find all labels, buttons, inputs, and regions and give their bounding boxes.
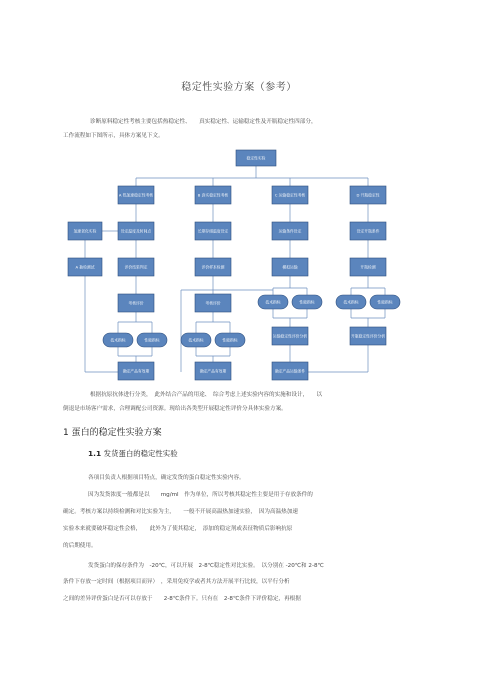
flow-final-b-label: 确定产品有效期 <box>199 368 227 374</box>
flow-branch-a-label: A 热加速稳定性考核 <box>118 192 154 198</box>
section-1-1-heading <box>88 448 178 459</box>
body-line-2: 因为发货浓度一般都是以 mg/ml 作为单位，所以考核其稳定性主要是用于存放条件的 <box>88 492 313 498</box>
flow-d-method-label: 开瓶检测 <box>360 264 376 270</box>
flow-oval-1-label: 技术指标 <box>110 337 126 343</box>
body-line-7: 条件下存放一定时间（根据项目而异） ，采用免疫学或者其方法开展平行比较，以平行分析 <box>63 579 290 585</box>
flow-c-method-label: 模拟运输 <box>282 264 298 270</box>
page-title: 稳定性实验方案（参考） <box>181 82 297 93</box>
section-1-1-number: 1.1 <box>88 449 102 458</box>
after-flow-line-1: 根据抗原抗体进行分类， 此外结合产品的用途、 综合考虑上述实验内容的实施和设计， 以 <box>90 392 323 398</box>
section-1-title: 蛋白的稳定性实验方案 <box>71 428 162 438</box>
flow-d-main-label: 设定开瓶条件 <box>356 228 380 234</box>
intro-line-1: 诊断原料稳定性考核主要包括热稳定性、 真实稳定性、运输稳定性及开瓶稳定性四部分， <box>90 119 317 125</box>
flow-a-sample-label: A 抽检测试 <box>75 264 95 270</box>
flow-branch-d-label: D 开瓶稳定性 <box>356 192 380 198</box>
flow-b-main-label: 长期存储温度设定 <box>197 228 229 234</box>
flow-branch-b-label: B 真实稳定性考核 <box>197 192 229 198</box>
body-line-6: 发货蛋白的保存条件为 -20℃，可以开展 2-8℃稳定性对比实验。 以分别在 -20℃和 2-8℃ <box>88 563 324 569</box>
flow-final-a-label: 确定产品有效期 <box>122 368 150 374</box>
flow-final-c-label: 确定产品运输条件 <box>274 368 306 374</box>
flow-oval-2-label: 性能指标 <box>144 337 160 343</box>
section-1-1-title: 发货蛋白的稳定性实验 <box>103 449 178 458</box>
flow-oval-7-label: 技术指标 <box>343 299 359 305</box>
body-line-3: 确定。考核方案以持续检测和对比实验为主， 一般不开展高温热加速实验， 因为高温热加速 <box>63 509 298 515</box>
body-line-1: 各项目负责人根据项目特点，确定发货的蛋白稳定性实验内容。 <box>88 475 245 481</box>
flow-b-judge-label: 评价样本检测 <box>201 264 225 270</box>
section-1-heading <box>63 425 162 438</box>
flow-oval-8-label: 性能指标 <box>377 299 393 305</box>
flow-c-eval-label: 运输稳定性评价分析 <box>272 333 308 339</box>
flow-a-judge-label: 评价结果判定 <box>124 264 148 270</box>
flow-c-main-label: 运输条件设定 <box>278 228 302 234</box>
body-line-5: 的后期使用。 <box>63 543 97 549</box>
flow-oval-4-label: 性能指标 <box>222 337 238 343</box>
flow-branch-c-label: C 运输稳定性考核 <box>274 192 306 198</box>
after-flow-line-2: 倒退是市场客户需求，合理调配公司资源。现给出各类型开展稳定性评价分具体实验方案。 <box>63 406 287 412</box>
flow-root-label: 稳定性实验 <box>246 155 266 161</box>
flow-d-eval-label: 开瓶稳定性评价分析 <box>350 333 386 339</box>
body-line-4: 实验本来就要破坏稳定性会格， 此外为了使其稳定， 添加的稳定剂或表征物质后影响抗原 <box>63 526 293 532</box>
flow-oval-3-label: 技术指标 <box>188 337 204 343</box>
body-line-8: 之间的差异评价蛋白是否可以存放于 2-8℃条件下。只有在 2-8℃条件下评价稳定，再根据 <box>63 596 301 602</box>
section-1-number: 1 <box>63 428 69 438</box>
flow-oval-6-label: 性能指标 <box>299 299 315 305</box>
flow-a-result-label: 考核评价 <box>128 300 144 306</box>
flow-a-main-label: 设定温度及时间点 <box>120 228 152 234</box>
flow-b-result-label: 考核评价 <box>205 300 221 306</box>
flow-oval-5-label: 技术指标 <box>265 299 281 305</box>
intro-line-2: 工作流程如下图所示，具体方案见下文。 <box>63 133 164 139</box>
flow-a-side-label: 加速老化实验 <box>73 228 97 234</box>
